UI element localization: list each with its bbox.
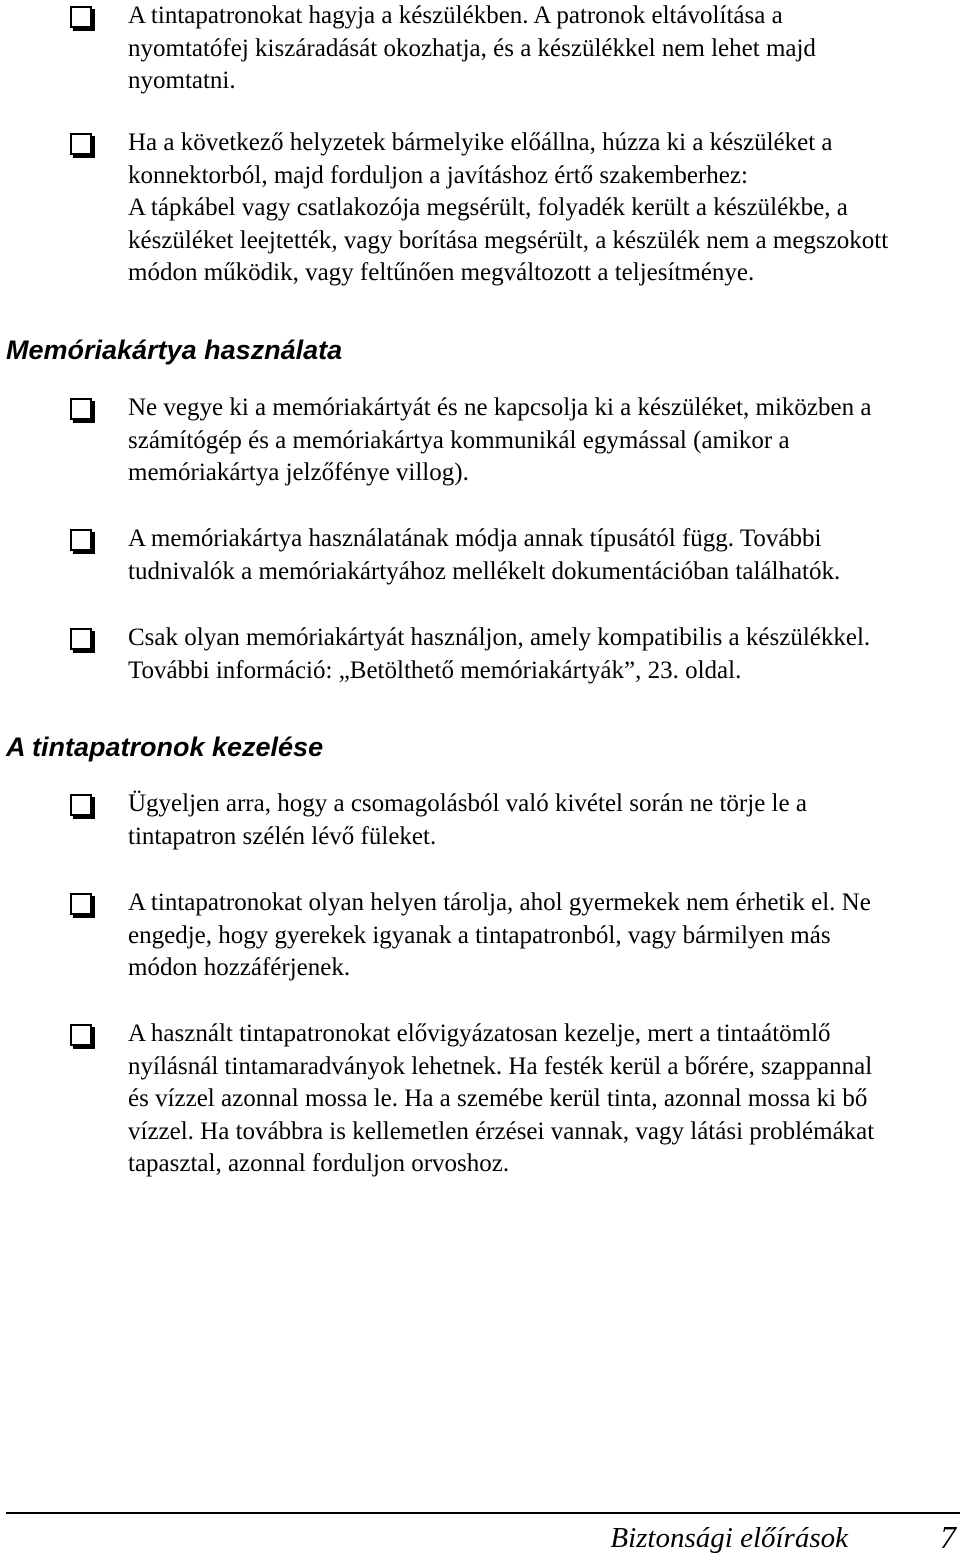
checkbox-bullet-icon <box>70 6 92 28</box>
list-item-text: Ne vegye ki a memóriakártyát és ne kapcsolja ki a készüléket, miközben a számítógép és a memóriakártya kommunikál egymással (amikor a memóriakártya jelzőfénye villog). <box>128 394 872 486</box>
checkbox-bullet-icon <box>70 529 92 551</box>
page-number: 7 <box>940 1519 956 1555</box>
footer-divider <box>6 1512 960 1514</box>
checkbox-bullet-icon <box>70 398 92 420</box>
list-item-text: A tintapatronokat olyan helyen tárolja, ahol gyermekek nem érhetik el. Ne engedje, hogy gyerekek igyanak a tintapatronból, vagy bármilyen más módon hozzáférjenek. <box>128 889 871 981</box>
section-heading-ink-cartridges: A tintapatronok kezelése <box>6 732 324 762</box>
list-item-text: Csak olyan memóriakártyát használjon, amely kompatibilis a készülékkel. További információ: „Betölthető memóriakártyák”, 23. oldal. <box>128 624 871 684</box>
list-item-text: A memóriakártya használatának módja annak típusától függ. További tudnivalók a memóriakártyához mellékelt dokumentációban találhatók. <box>128 525 841 585</box>
checkbox-bullet-icon <box>70 1024 92 1046</box>
list-item-text: A tintapatronokat hagyja a készülékben. A patronok eltávolítása a nyomtatófej kiszáradását okozhatja, és a készülékkel nem lehet majd nyomtatni. <box>128 2 816 94</box>
checkbox-bullet-icon <box>70 893 92 915</box>
section-heading-memory-card: Memóriakártya használata <box>6 335 343 365</box>
checkbox-bullet-icon <box>70 628 92 650</box>
list-item-text: Ügyeljen arra, hogy a csomagolásból való kivétel során ne törje le a tintapatron szélén lévő füleket. <box>128 790 807 850</box>
checkbox-bullet-icon <box>70 794 92 816</box>
footer-section-title: Biztonsági előírások <box>610 1522 848 1554</box>
list-item-text: Ha a következő helyzetek bármelyike előállna, húzza ki a készüléket a konnektorból, majd forduljon a javításhoz értő szakemberhez: A tápkábel vagy csatlakozója megsérült, folyadék került a készülékbe, a készüléket leejtették, vagy borítása megsérült, a készülék nem a megszokott módon működik, vagy feltűnően megváltozott a teljesítménye. <box>128 129 889 286</box>
list-item-text: A használt tintapatronokat elővigyázatosan kezelje, mert a tintaátömlő nyílásnál tintamaradványok lehetnek. Ha festék kerül a bőrére, szappannal és vízzel azonnal mossa le. Ha a szemébe kerül tinta, azonnal mossa ki bő vízzel. Ha továbbra is kellemetlen érzései vannak, vagy látási problémákat tapasztal, azonnal forduljon orvoshoz. <box>128 1020 875 1177</box>
checkbox-bullet-icon <box>70 133 92 155</box>
